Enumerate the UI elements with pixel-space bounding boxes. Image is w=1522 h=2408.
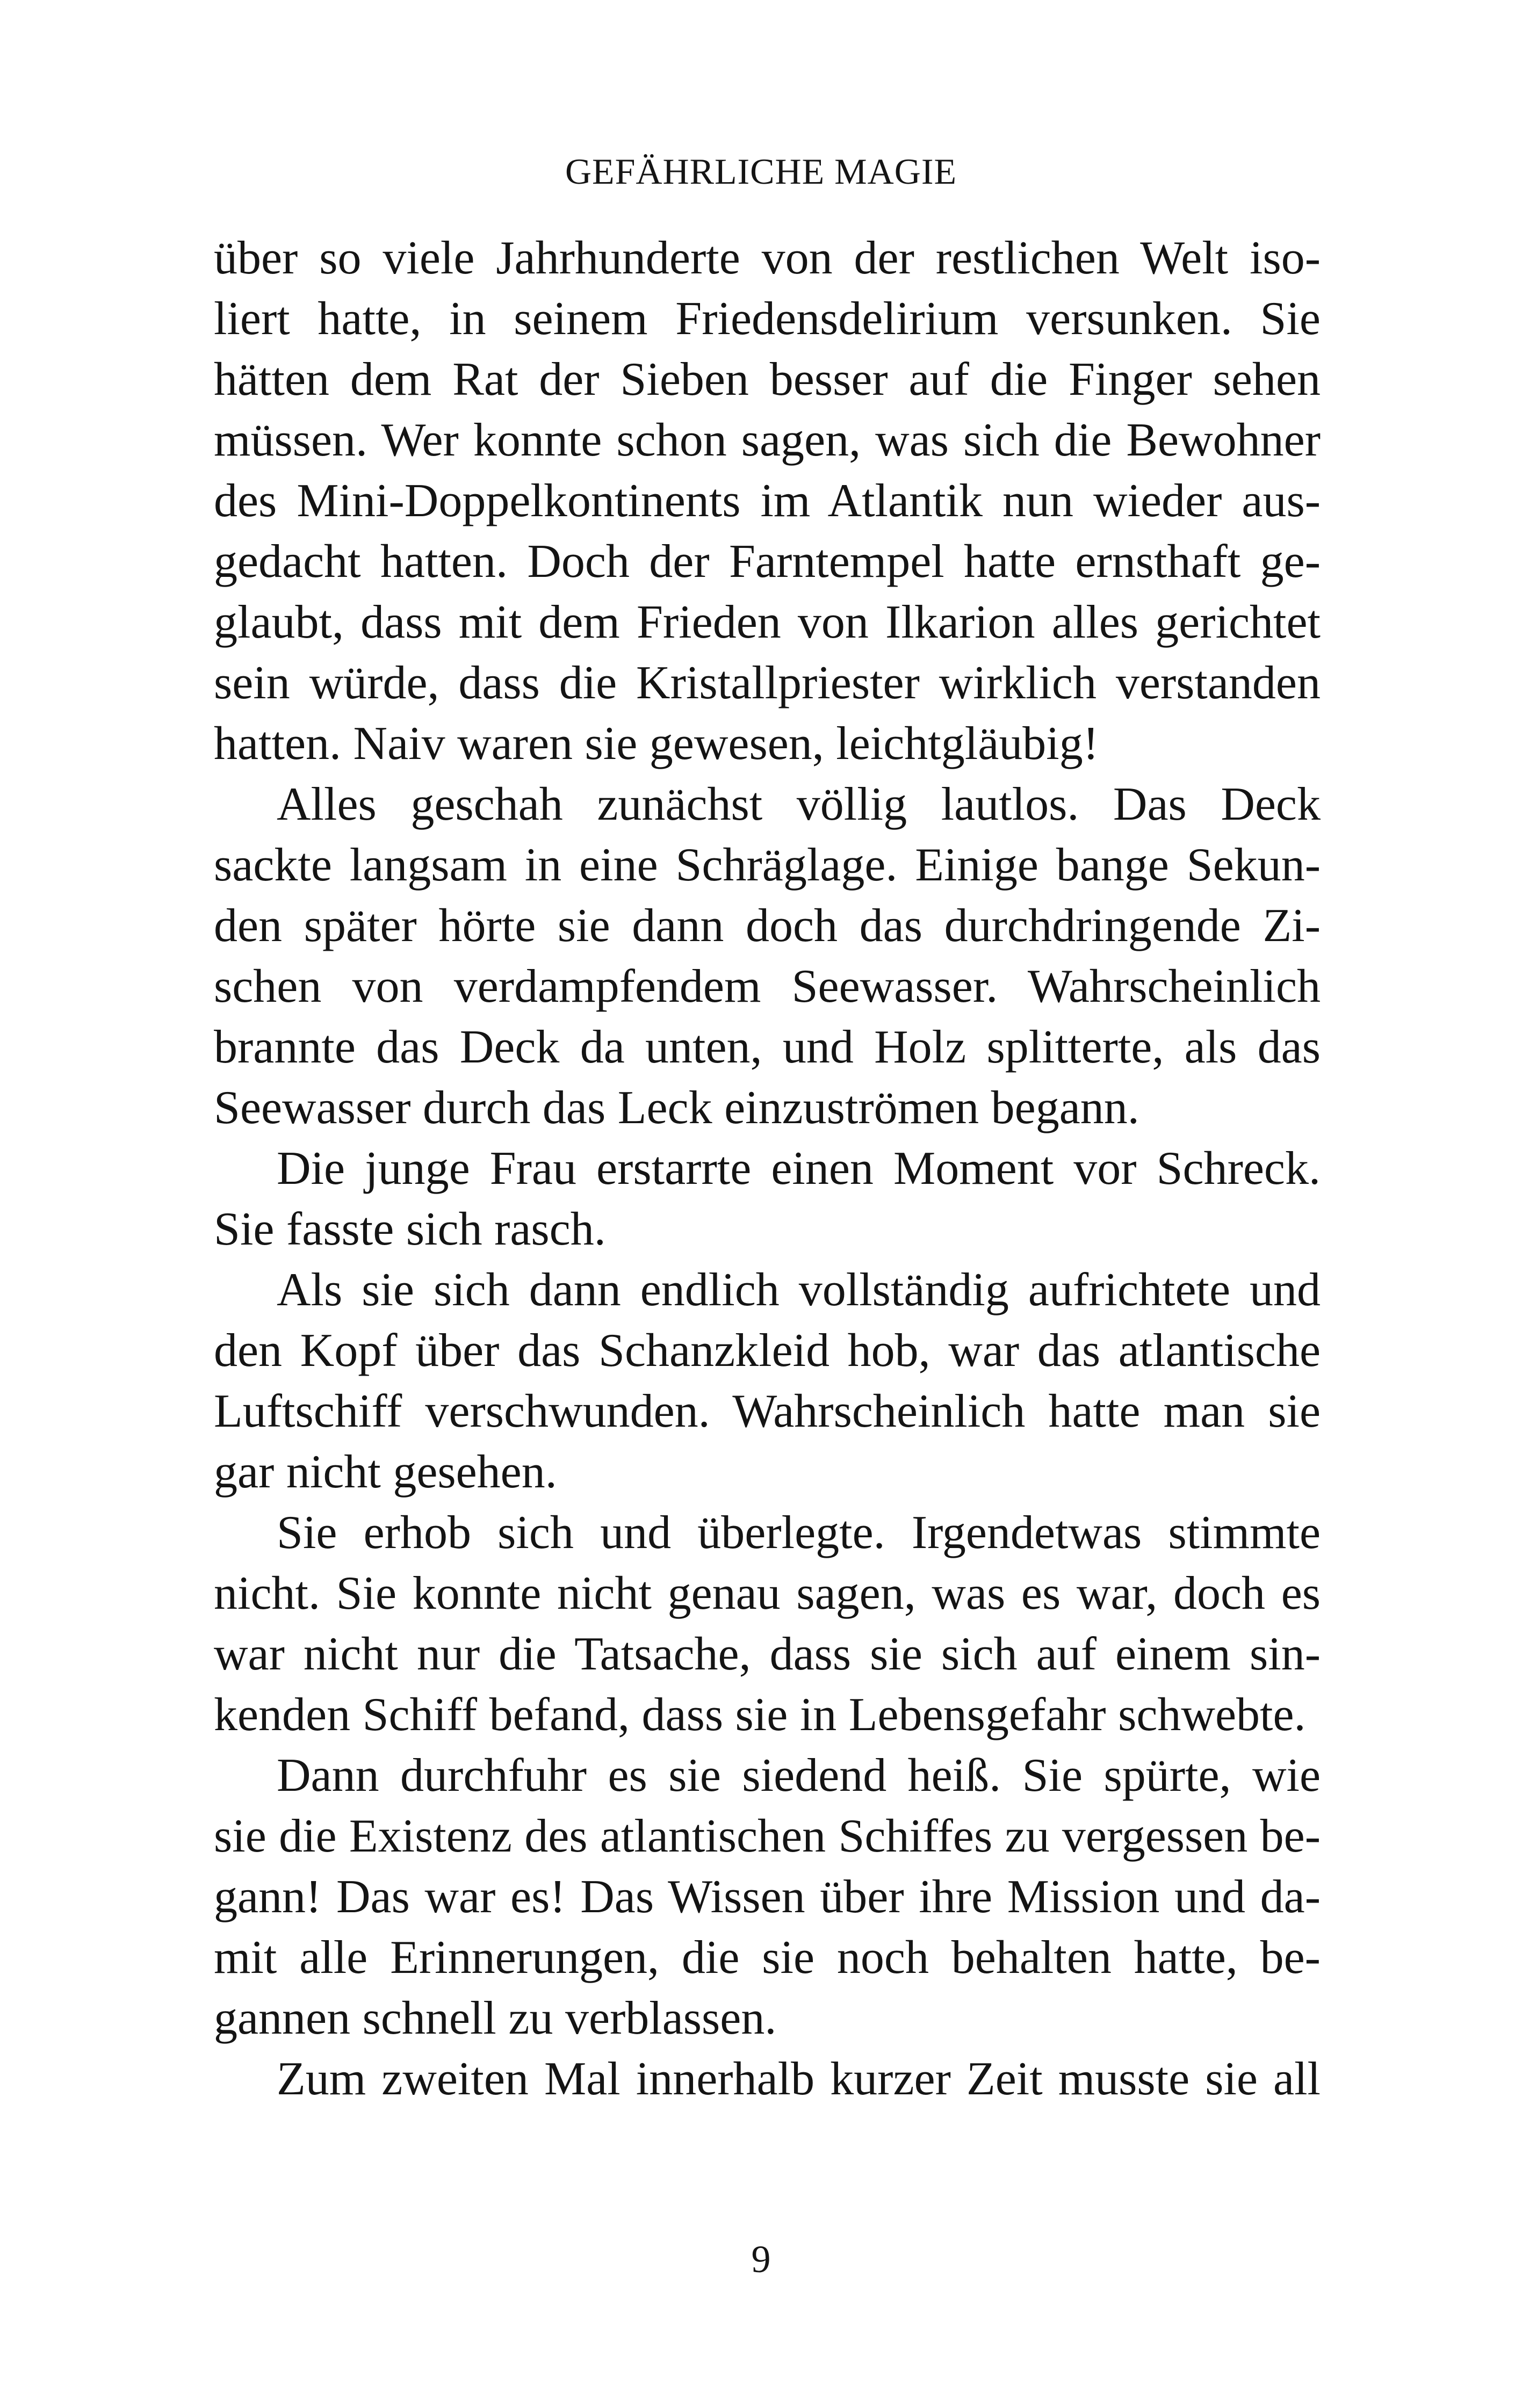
- text-line: hätten dem Rat der Sieben besser auf die Finger sehen: [214, 353, 1321, 406]
- text-line: den Kopf über das Schanzkleid hob, war das atlantische: [214, 1325, 1321, 1377]
- page-number: 9: [751, 2238, 771, 2281]
- text-line: über so viele Jahrhunderte von der restlichen Welt iso-: [214, 232, 1321, 284]
- text-line: glaubt, dass mit dem Frieden von Ilkarion alles gerichtet: [214, 596, 1321, 648]
- text-line: kenden Schiff befand, dass sie in Lebensgefahr schwebte.: [214, 1689, 1306, 1741]
- text-line: Zum zweiten Mal innerhalb kurzer Zeit musste sie all: [277, 2053, 1321, 2105]
- text-line: gedacht hatten. Doch der Farntempel hatte ernsthaft ge-: [214, 536, 1321, 588]
- text-line: Die junge Frau erstarrte einen Moment vor Schreck.: [277, 1142, 1321, 1195]
- text-line: hatten. Naiv waren sie gewesen, leichtgläubig!: [214, 718, 1099, 770]
- text-line: mit alle Erinnerungen, die sie noch behalten hatte, be-: [214, 1932, 1321, 1984]
- text-line: Luftschiff verschwunden. Wahrscheinlich hatte man sie: [214, 1385, 1321, 1437]
- text-line: des Mini-Doppelkontinents im Atlantik nun wieder aus-: [214, 475, 1321, 527]
- text-line: müssen. Wer konnte schon sagen, was sich die Bewohner: [214, 414, 1321, 466]
- text-line: nicht. Sie konnte nicht genau sagen, was es war, doch es: [214, 1567, 1321, 1619]
- text-line: Sie fasste sich rasch.: [214, 1203, 606, 1255]
- text-line: Dann durchfuhr es sie siedend heiß. Sie spürte, wie: [277, 1749, 1321, 1802]
- text-line: gar nicht gesehen.: [214, 1446, 557, 1498]
- text-line: sein würde, dass die Kristallpriester wirklich verstanden: [214, 657, 1321, 709]
- text-line: liert hatte, in seinem Friedensdelirium versunken. Sie: [214, 293, 1321, 345]
- text-line: war nicht nur die Tatsache, dass sie sich auf einem sin-: [214, 1628, 1321, 1680]
- text-line: Als sie sich dann endlich vollständig aufrichtete und: [277, 1264, 1321, 1316]
- text-line: sie die Existenz des atlantischen Schiffes zu vergessen be-: [214, 1810, 1321, 1862]
- text-line: brannte das Deck da unten, und Holz splitterte, als das: [214, 1021, 1321, 1073]
- text-line: gann! Das war es! Das Wissen über ihre Mission und da-: [214, 1871, 1321, 1923]
- body-text: [214, 228, 1321, 2109]
- text-line: den später hörte sie dann doch das durchdringende Zi-: [214, 900, 1321, 952]
- text-line: Alles geschah zunächst völlig lautlos. Das Deck: [277, 778, 1321, 830]
- text-line: Sie erhob sich und überlegte. Irgendetwas stimmte: [277, 1507, 1321, 1559]
- text-line: Seewasser durch das Leck einzuströmen begann.: [214, 1082, 1139, 1134]
- running-header-title: GEFÄHRLICHE MAGIE: [565, 151, 957, 192]
- text-line: gannen schnell zu verblassen.: [214, 1992, 777, 2044]
- text-line: sackte langsam in eine Schräglage. Einige bange Sekun-: [214, 839, 1321, 891]
- text-line: schen von verdampfendem Seewasser. Wahrscheinlich: [214, 960, 1321, 1013]
